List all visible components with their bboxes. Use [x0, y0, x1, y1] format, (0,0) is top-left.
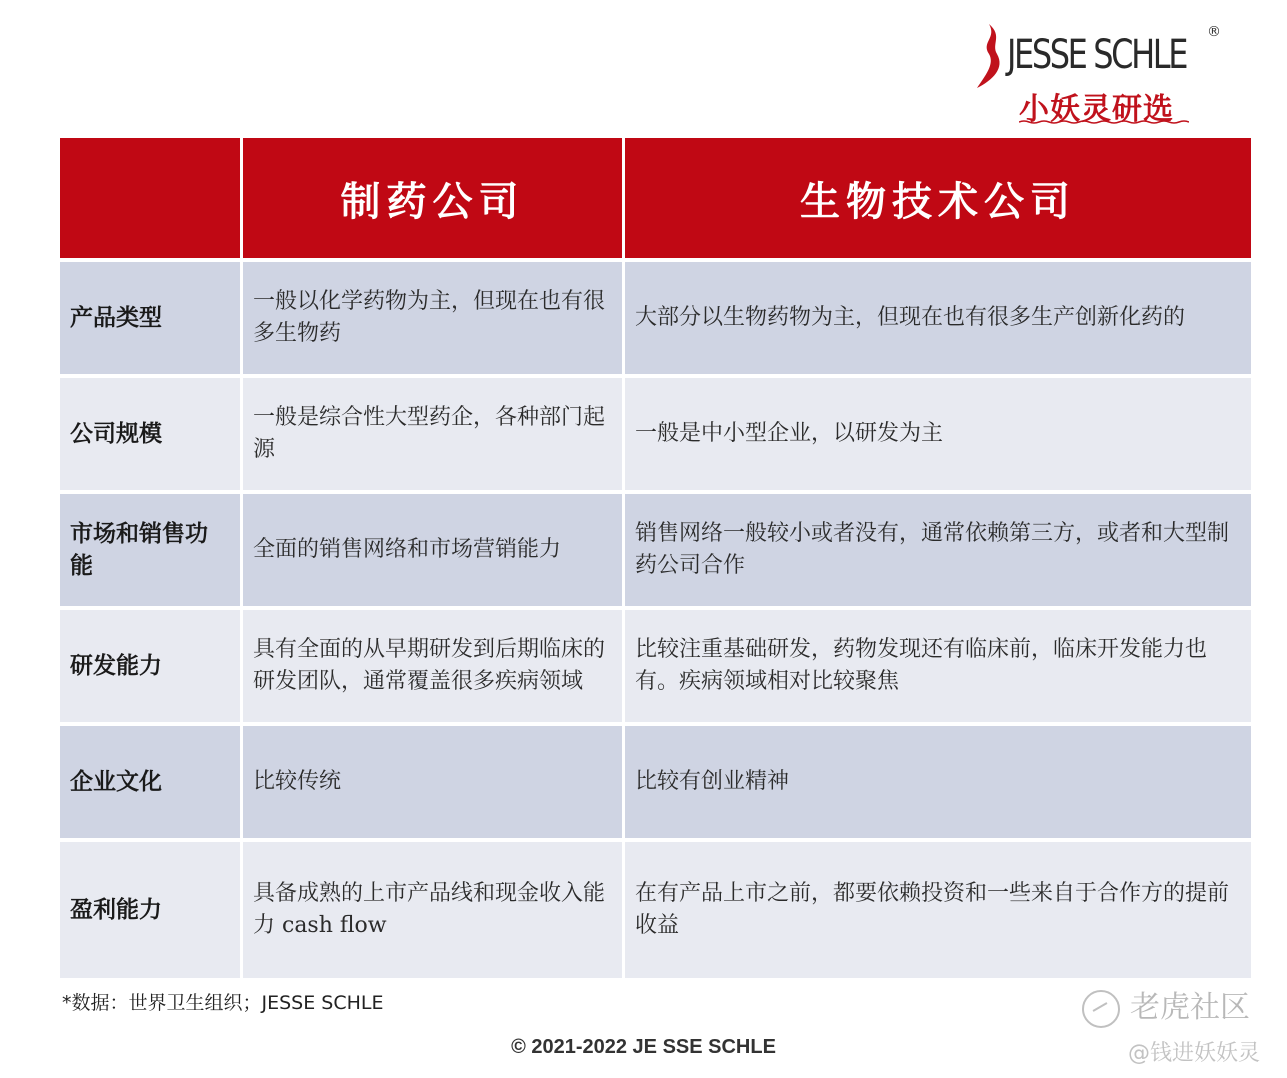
pharma-cell: 比较传统 [243, 726, 625, 842]
comparison-table [60, 138, 1251, 982]
logo-flame-icon [975, 24, 1005, 88]
pharma-cell: 一般是综合性大型药企，各种部门起源 [243, 378, 625, 494]
row-label: 盈利能力 [60, 842, 243, 982]
registered-mark: ® [1207, 24, 1221, 40]
biotech-cell: 比较注重基础研发，药物发现还有临床前，临床开发能力也有。疾病领域相对比较聚焦 [625, 610, 1251, 726]
pharma-cell: 具有全面的从早期研发到后期临床的研发团队，通常覆盖很多疾病领域 [243, 610, 625, 726]
row-label: 市场和销售功能 [60, 494, 243, 610]
copyright-text: © 2021-2022 JE SSE SCHLE [511, 1036, 776, 1058]
source-footnote: *数据：世界卫生组织；JESSE SCHLE [62, 992, 384, 1014]
table-row [60, 494, 1251, 610]
pharma-cell: 全面的销售网络和市场营销能力 [243, 494, 625, 610]
watermark-site [1082, 982, 1250, 1028]
table-row [60, 610, 1251, 726]
header-empty [60, 138, 243, 262]
biotech-cell: 在有产品上市之前，都要依赖投资和一些来自于合作方的提前收益 [625, 842, 1251, 982]
row-label: 公司规模 [60, 378, 243, 494]
table-header-row [60, 138, 1251, 262]
logo-underline [1019, 120, 1189, 124]
table-row [60, 842, 1251, 982]
biotech-cell: 销售网络一般较小或者没有，通常依赖第三方，或者和大型制药公司合作 [625, 494, 1251, 610]
biotech-cell: 大部分以生物药物为主，但现在也有很多生产创新化药的 [625, 262, 1251, 378]
table-row [60, 378, 1251, 494]
pharma-cell: 一般以化学药物为主，但现在也有很多生物药 [243, 262, 625, 378]
watermark-site-text: 老虎社区 [1130, 990, 1250, 1025]
row-label: 产品类型 [60, 262, 243, 378]
watermark-logo-icon [1082, 990, 1120, 1028]
header-pharma: 制药公司 [243, 138, 625, 262]
table-row [60, 726, 1251, 842]
biotech-cell: 一般是中小型企业，以研发为主 [625, 378, 1251, 494]
logo-subtitle: 小妖灵研选 [1019, 92, 1174, 127]
header-biotech: 生物技术公司 [625, 138, 1251, 262]
biotech-cell: 比较有创业精神 [625, 726, 1251, 842]
logo-brand-text: JESSE SCHLE [1007, 32, 1187, 78]
pharma-cell: 具备成熟的上市产品线和现金收入能力 cash flow [243, 842, 625, 982]
row-label: 研发能力 [60, 610, 243, 726]
brand-logo [975, 22, 1235, 127]
table-row [60, 262, 1251, 378]
watermark-user: @钱进妖妖灵 [1128, 1041, 1261, 1066]
row-label: 企业文化 [60, 726, 243, 842]
